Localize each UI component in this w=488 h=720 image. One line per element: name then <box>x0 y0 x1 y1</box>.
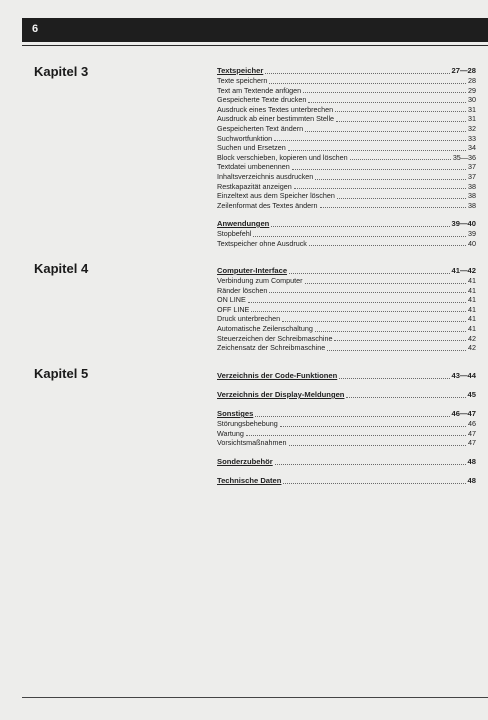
toc-entry[interactable]: Gespeicherte Texte drucken 30 <box>217 95 476 105</box>
toc-section-anwendungen <box>217 219 476 248</box>
toc-entry[interactable]: OFF LINE 41 <box>217 304 476 314</box>
toc-entry[interactable]: Ränder löschen 41 <box>217 285 476 295</box>
toc-heading[interactable]: Anwendungen 39—40 <box>217 219 476 228</box>
toc-section-code-funktionen <box>217 371 476 381</box>
toc-entry[interactable]: ON LINE 41 <box>217 295 476 305</box>
toc-entry[interactable]: Restkapazität anzeigen 38 <box>217 181 476 191</box>
toc-heading[interactable]: Computer-Interface 41—42 <box>217 266 476 275</box>
toc-entry[interactable]: Ausdruck ab einer bestimmten Stelle 31 <box>217 114 476 124</box>
toc-section-display-meldungen <box>217 390 476 400</box>
toc-entry[interactable]: Verbindung zum Computer 41 <box>217 276 476 286</box>
page-number: 6 <box>32 23 39 35</box>
toc-entry[interactable]: Zeichensatz der Schreibmaschine 42 <box>217 343 476 353</box>
chapter-5-heading: Kapitel 5 <box>34 366 89 381</box>
toc-section-technische-daten <box>217 476 476 486</box>
toc-section-sonstiges <box>217 409 476 448</box>
toc-entry[interactable]: Textspeicher ohne Ausdruck 40 <box>217 238 476 248</box>
toc-heading[interactable]: Sonstiges 46—47 <box>217 409 476 418</box>
toc-entry[interactable]: Vorsichtsmaßnahmen 47 <box>217 438 476 448</box>
toc-entry[interactable]: Wartung 47 <box>217 428 476 438</box>
chapter-4-heading: Kapitel 4 <box>34 261 89 276</box>
toc-heading[interactable]: Technische Daten 48 <box>217 476 476 485</box>
toc-entry[interactable]: Text am Textende anfügen 29 <box>217 85 476 95</box>
toc-entry[interactable]: Druck unterbrechen 41 <box>217 314 476 324</box>
toc-entry[interactable]: Texte speichern 28 <box>217 76 476 86</box>
toc-entry[interactable]: Einzeltext aus dem Speicher löschen 38 <box>217 191 476 201</box>
toc-entry[interactable]: Zeilenformat des Textes ändern 38 <box>217 200 476 210</box>
footer-rule <box>22 697 488 698</box>
toc-entry[interactable]: Störungsbehebung 46 <box>217 419 476 429</box>
chapter-3-heading: Kapitel 3 <box>34 64 89 79</box>
header-rule <box>22 45 488 46</box>
toc-section-sonderzubehoer <box>217 457 476 467</box>
toc-section-computer-interface <box>217 266 476 353</box>
toc-heading[interactable]: Verzeichnis der Display-Meldungen 45 <box>217 390 476 399</box>
toc-entry[interactable]: Inhaltsverzeichnis ausdrucken 37 <box>217 172 476 182</box>
toc-entry[interactable]: Block verschieben, kopieren und löschen 35—36 <box>217 152 476 162</box>
toc-heading[interactable]: Verzeichnis der Code-Funktionen 43—44 <box>217 371 476 380</box>
toc-entry[interactable]: Automatische Zeilenschaltung 41 <box>217 324 476 334</box>
toc-entry[interactable]: Suchen und Ersetzen 34 <box>217 143 476 153</box>
toc-heading[interactable]: Textspeicher 27—28 <box>217 66 476 75</box>
header-bar <box>22 18 488 42</box>
toc-entry[interactable]: Steuerzeichen der Schreibmaschine 42 <box>217 333 476 343</box>
toc-entry[interactable]: Textdatei umbenennen 37 <box>217 162 476 172</box>
toc-section-textspeicher <box>217 66 476 210</box>
toc-entry[interactable]: Suchwortfunktion 33 <box>217 133 476 143</box>
toc-heading[interactable]: Sonderzubehör 48 <box>217 457 476 466</box>
toc-entry[interactable]: Gespeicherten Text ändern 32 <box>217 124 476 134</box>
toc-entry[interactable]: Ausdruck eines Textes unterbrechen 31 <box>217 104 476 114</box>
toc-entry[interactable]: Stopbefehl 39 <box>217 229 476 239</box>
